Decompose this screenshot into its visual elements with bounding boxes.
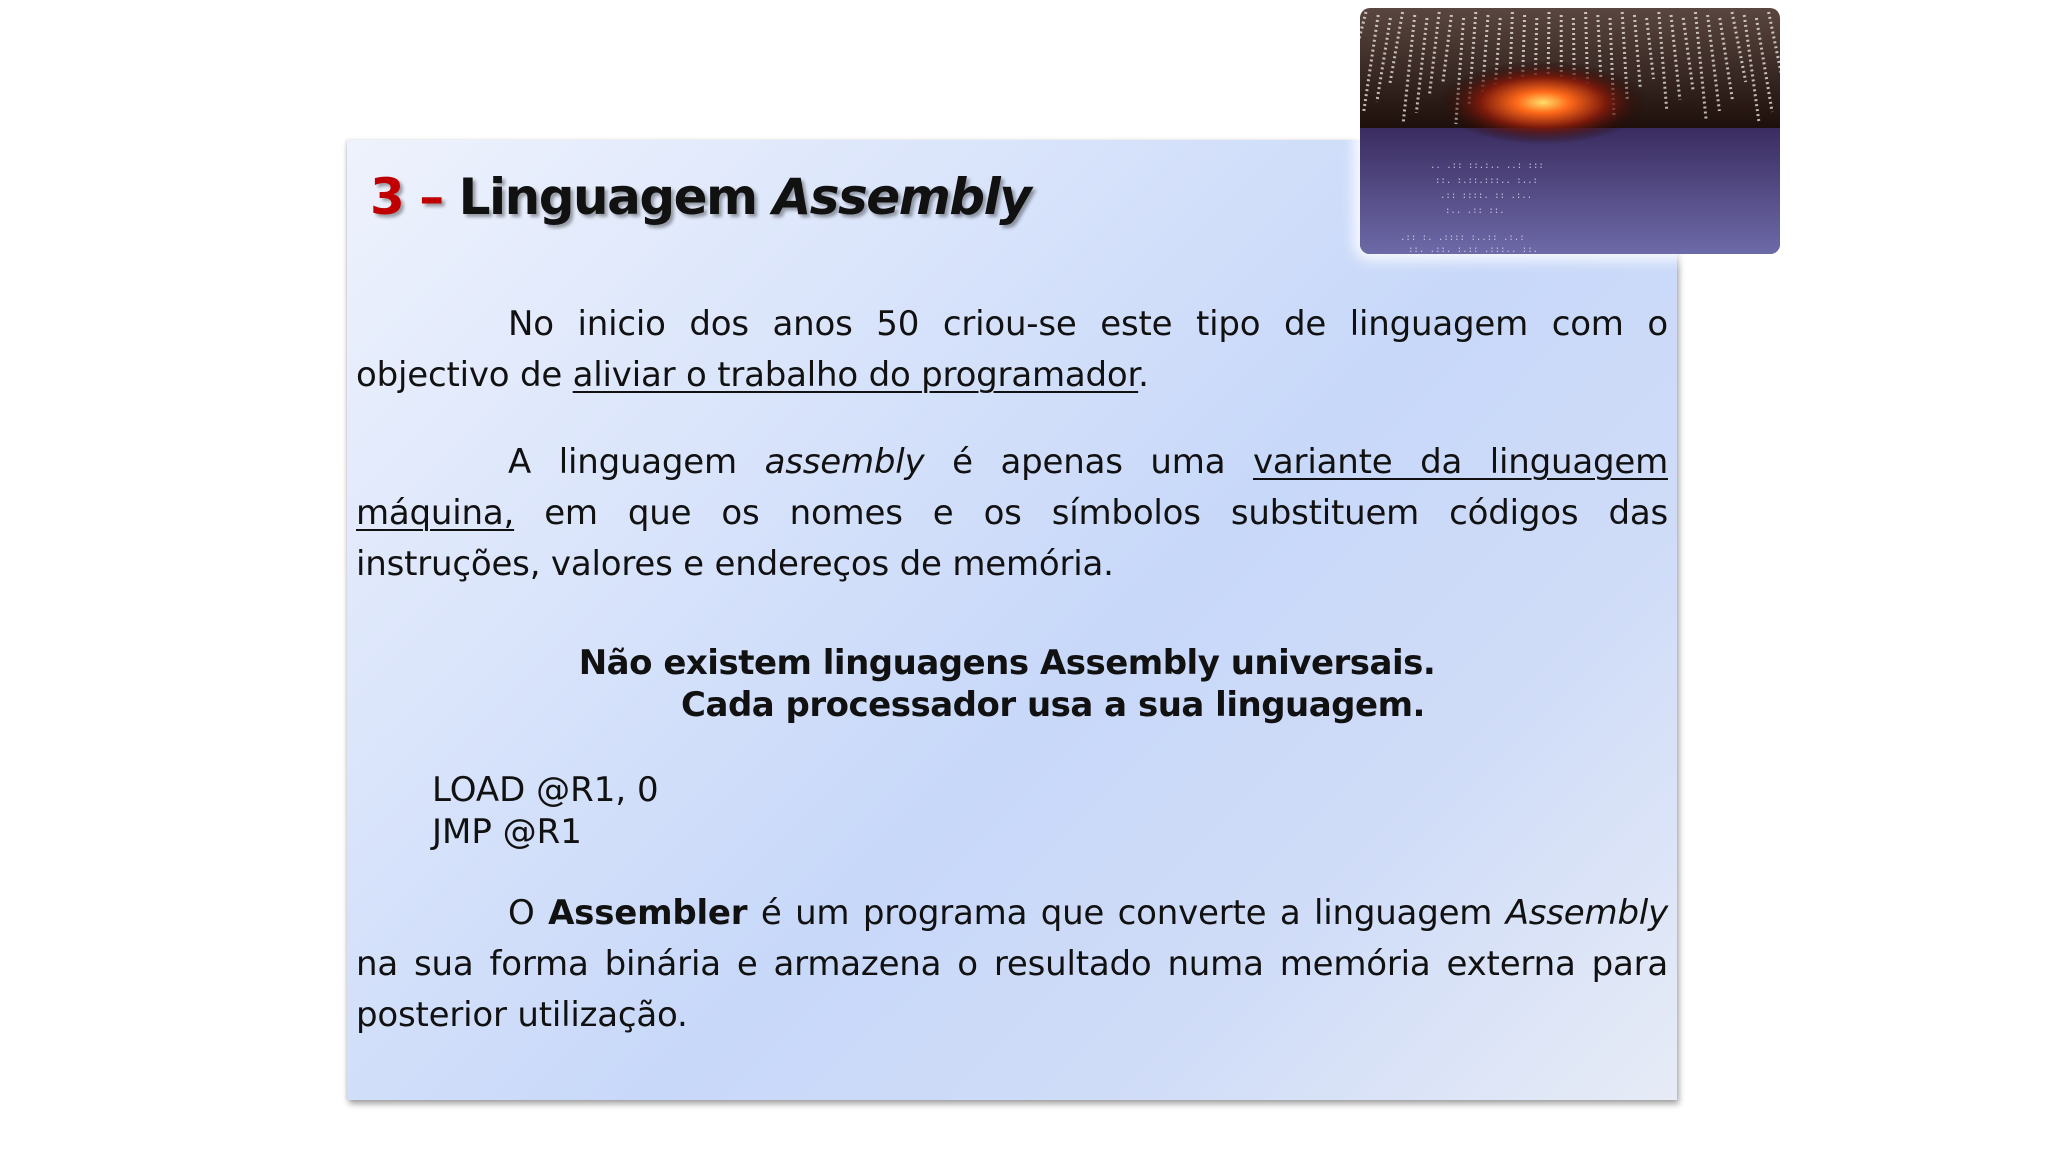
p1-underlined: aliviar o trabalho do programador bbox=[572, 355, 1139, 395]
p2-c: em que os nomes e os símbolos substituem códigos das instruções, valores e endereços de memória. bbox=[356, 493, 1668, 584]
code-line-2: JMP @R1 bbox=[432, 812, 582, 852]
code-line-1: LOAD @R1, 0 bbox=[432, 770, 659, 810]
svg-text:.:: ::::. :: .:..: .:: ::::. :: .:.. bbox=[1440, 191, 1533, 201]
paragraph-definition bbox=[356, 437, 1668, 590]
svg-text:.:: :. .:::: :..:: .:.:: .:: :. .:::: :..:: .:.: bbox=[1400, 233, 1525, 243]
p3-italic: Assembly bbox=[1505, 893, 1668, 933]
svg-text:::. .::. :.:: .:::.. ::.: ::. .::. :.:: .:::.. ::. bbox=[1408, 245, 1539, 254]
p3-a: O bbox=[508, 893, 549, 933]
svg-text::.. .:: ::.: :.. .:: ::. bbox=[1445, 206, 1505, 216]
p2-b: é apenas uma bbox=[924, 442, 1253, 482]
p3-b: é um programa que converte a linguagem bbox=[747, 893, 1506, 933]
note-line-1: Não existem linguagens Assembly universais. bbox=[578, 643, 1436, 683]
p1-text: No inicio dos anos 50 criou-se este tipo de linguagem com o objectivo de bbox=[356, 304, 1668, 395]
note-line-2: Cada processador usa a sua linguagem. bbox=[681, 685, 1425, 725]
slide-title bbox=[370, 168, 1030, 226]
binary-data-tunnel-image bbox=[1360, 8, 1780, 254]
svg-text:::. :.::.:::.. :..:: ::. :.::.:::.. :..: bbox=[1435, 176, 1538, 186]
title-italic: Assembly bbox=[772, 168, 1031, 226]
title-number: 3 – bbox=[370, 168, 443, 226]
svg-text:.. .:: ::.:.. ..: :::: .. .:: ::.:.. ..: ::: bbox=[1430, 161, 1544, 171]
p2-italic: assembly bbox=[764, 442, 925, 482]
paragraph-origin bbox=[356, 299, 1668, 401]
p2-a: A linguagem bbox=[508, 442, 765, 482]
code-example bbox=[432, 769, 659, 853]
title-text: Linguagem bbox=[458, 168, 757, 226]
centered-note bbox=[356, 642, 1668, 726]
p3-c: na sua forma binária e armazena o resultado numa memória externa para posterior utilização. bbox=[356, 944, 1668, 1035]
paragraph-assembler bbox=[356, 888, 1668, 1041]
p3-bold: Assembler bbox=[548, 893, 748, 933]
p2-underlined: variante da linguagem máquina, bbox=[356, 442, 1668, 533]
p1-end: . bbox=[1138, 355, 1149, 395]
